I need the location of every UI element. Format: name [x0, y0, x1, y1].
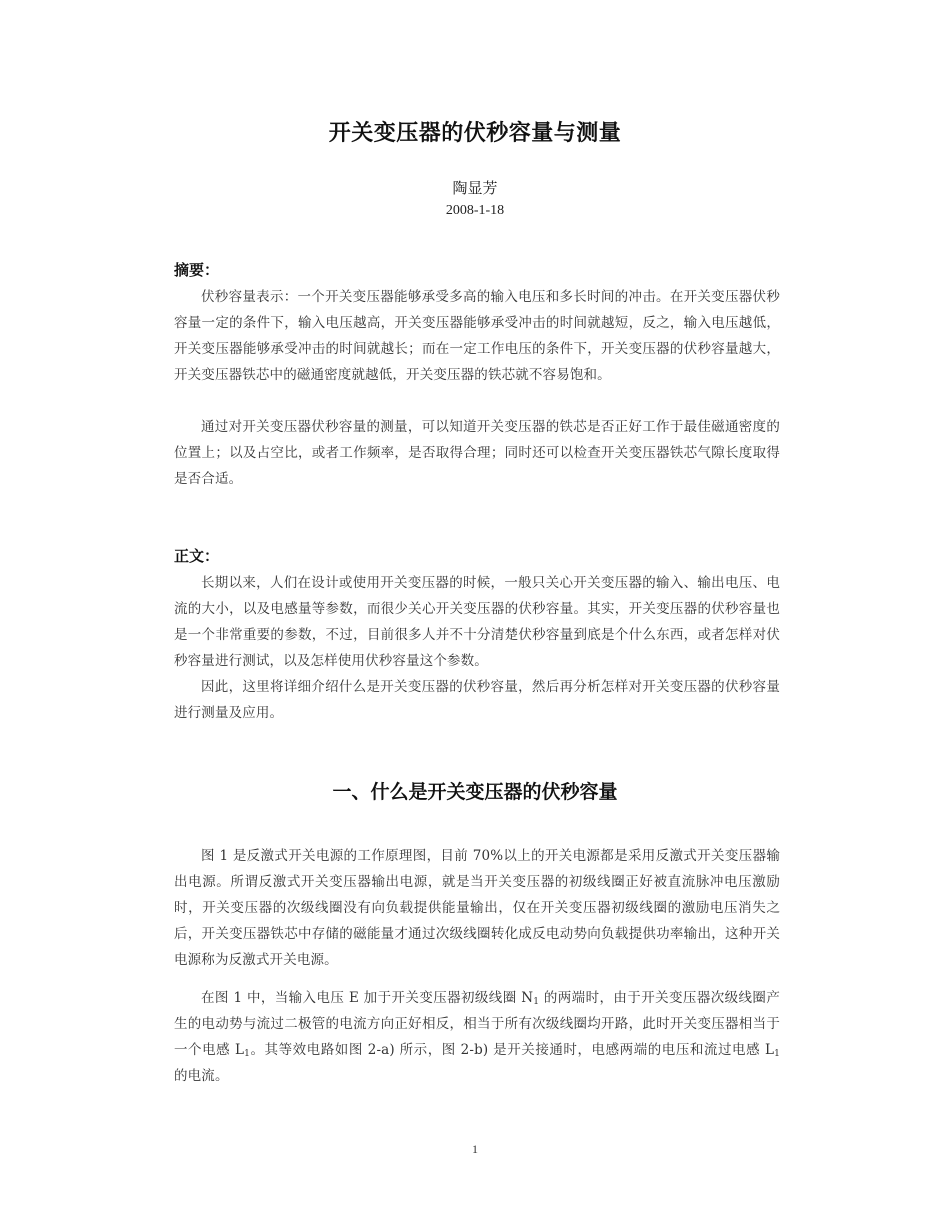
body-paragraph-1: 长期以来，人们在设计或使用开关变压器的时候，一般只关心开关变压器的输入、输出电压、电流的大小，以及电感量等参数，而很少关心开关变压器的伏秒容量。其实，开关变压器的伏秒容量也是一个非常重要的参数，不过，目前很多人并不十分清楚伏秒容量到底是个什么东西，或者怎样对伏秒容量进行测试，以及怎样使用伏秒容量这个参数。	[174, 575, 780, 669]
author-name: 陶显芳	[452, 179, 498, 197]
body-paragraph-2: 因此，这里将详细介绍什么是开关变压器的伏秒容量，然后再分析怎样对开关变压器的伏秒容量进行测量及应用。	[174, 679, 780, 721]
page-number: 1	[472, 1142, 478, 1156]
text-run: 。其等效电路如图 2-a) 所示，图 2-b) 是开关接通时，电感两端的电压和流过电感 L	[250, 1042, 775, 1058]
abstract-paragraph-1: 伏秒容量表示：一个开关变压器能够承受多高的输入电压和多长时间的冲击。在开关变压器伏秒容量一定的条件下，输入电压越高，开关变压器能够承受冲击的时间就越短，反之，输入电压越低，开关变压器能够承受冲击的时间就越长；而在一定工作电压的条件下，开关变压器的伏秒容量越大，开关变压器铁芯中的磁通密度就越低，开关变压器的铁芯就不容易饱和。	[174, 289, 780, 383]
text-run: 在图 1 中，当输入电压 E 加于开关变压器初级线圈 N	[201, 990, 534, 1006]
text-run: 的两端时，由于开关变压器次级线圈产生的电动势与流过二极管的电流方向正好相反，相当于所有次级线圈均开路，此时开关变压器相当于一个电感 L	[174, 990, 780, 1058]
body-label: 正文：	[174, 547, 220, 565]
subscript: 1	[244, 1049, 251, 1059]
document-title: 开关变压器的伏秒容量与测量	[328, 120, 622, 146]
subscript: 1	[774, 1049, 781, 1059]
text-run: 的电流。	[174, 1068, 229, 1084]
subscript: 1	[533, 997, 540, 1007]
publication-date: 2008-1-18	[445, 203, 505, 218]
section-paragraph-2	[174, 985, 780, 1089]
abstract-paragraph-2: 通过对开关变压器伏秒容量的测量，可以知道开关变压器的铁芯是否正好工作于最佳磁通密度的位置上；以及占空比，或者工作频率，是否取得合理；同时还可以检查开关变压器铁芯气隙长度取得是否合适。	[174, 419, 780, 487]
section-heading: 一、什么是开关变压器的伏秒容量	[332, 781, 618, 803]
section-paragraph-1: 图 1 是反激式开关电源的工作原理图，目前 70%以上的开关电源都是采用反激式开关变压器输出电源。所谓反激式开关变压器输出电源，就是当开关变压器的初级线圈正好被直流脉冲电压激励时，开关变压器的次级线圈没有向负载提供能量输出，仅在开关变压器初级线圈的激励电压消失之后，开关变压器铁芯中存储的磁能量才通过次级线圈转化成反电动势向负载提供功率输出，这种开关电源称为反激式开关电源。	[174, 848, 780, 968]
abstract-label: 摘要：	[174, 261, 220, 279]
